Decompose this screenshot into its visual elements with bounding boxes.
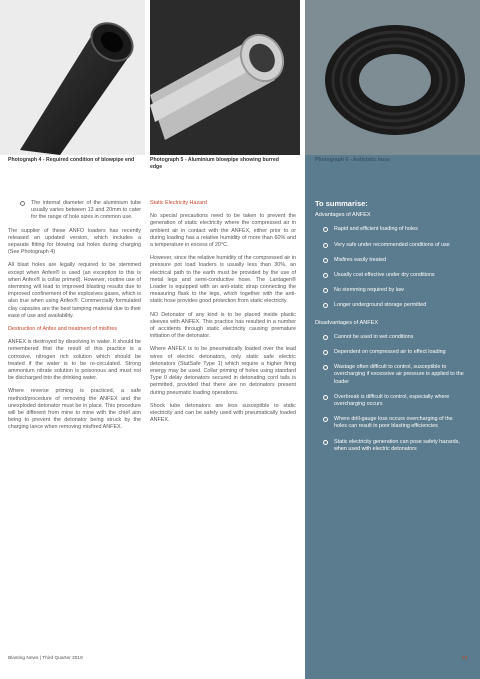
paragraph: The supplier of these ANFO loaders has recently released an updated version, which includes a separate fitting for blowing out holes during charging (See Photograph 4) xyxy=(8,227,141,256)
list-item xyxy=(323,302,465,309)
list-item xyxy=(20,200,141,222)
bullet-circle-icon xyxy=(20,201,25,206)
column-2 xyxy=(150,200,296,430)
list-item xyxy=(323,349,465,356)
bullet-circle-icon xyxy=(323,365,328,370)
disadvantages-title: Disadvantages of ANFEX xyxy=(315,319,379,326)
section-heading: Destruction of Anfex and treatment of misfires xyxy=(8,326,118,333)
list-item xyxy=(323,287,465,294)
paragraph: All blast holes are legally required to be stemmed except when Anfex® is used (an exception to this is when Anfex® is collar primed). However, routine use of stemming will lead to improved blasting results due to improved confinement of the explosives gases, which is also true when using Anfex®. Commercially formulated clay capsules are the best tamping material due to their ease of use and availability. xyxy=(8,262,141,319)
bullet-circle-icon xyxy=(323,273,328,278)
bullet-text: The internal diameter of the aluminium tube usually varies between 13 and 20mm to cater for the range of hole sizes in common use. xyxy=(31,200,141,221)
bullet-text: Wastage often difficult to control, susceptible to overcharging if excessive air pressure is applied to the loader xyxy=(334,364,464,385)
bullet-circle-icon xyxy=(323,417,328,422)
bullet-circle-icon xyxy=(323,303,328,308)
bullet-text: Static electricity generation can pose safety hazards, when used with electric detonators xyxy=(334,438,460,452)
bullet-circle-icon xyxy=(323,335,328,340)
list-item xyxy=(323,416,465,430)
paragraph: Shock tube detonators are less susceptible to static electricity and can be safely used with pneumatically loaded ANFEX. xyxy=(150,402,296,424)
bullet-text: Dependent on compressed air to effect loading xyxy=(334,349,446,356)
section-heading: Static Electricity Hazard xyxy=(150,200,207,206)
caption-photo-4: Photograph 4 - Required condition of blowpipe end xyxy=(8,157,135,163)
caption-photo-5: Photograph 5 - Aluminium blowpipe showing burred edge xyxy=(150,157,279,170)
bullet-text: Cannot be used in wet conditions xyxy=(334,333,414,340)
bullet-circle-icon xyxy=(323,227,328,232)
paragraph: Where reverse priming is practiced, a safe method/procedure of removing the ANFEX and the unexploded detonator must be in place. This procedure will be different from mine to mine with the chief aim being to prevent the detonator being struck by the charging lance when removing misfired ANFEX. xyxy=(8,388,141,431)
list-item xyxy=(323,272,465,279)
bullet-text: Where drill-gauge loss occurs overcharging of the holes can result in poor blasting efficiencies xyxy=(334,416,453,430)
list-item xyxy=(323,439,465,453)
bullet-circle-icon xyxy=(323,395,328,400)
photo-blowpipe-end xyxy=(0,0,145,155)
page-number: 13 xyxy=(462,656,468,661)
advantages-list xyxy=(315,226,465,309)
summary-title: To summarise: xyxy=(315,199,368,208)
caption-photo-6: Photograph 6 - Antistatic hose xyxy=(315,157,391,163)
list-item xyxy=(323,257,465,264)
bullet-text: Very safe under recommended conditions of use xyxy=(334,241,450,248)
paragraph: No special precautions need to be taken to prevent the generation of static electricity where the compressed air in ambient air in contact with the ANFEX, either prior to or during loading has a relative humidity of more than 60% and a temperature in excess of 20°C. xyxy=(150,213,296,249)
list-item xyxy=(323,334,465,341)
disadvantages-list xyxy=(315,334,465,453)
bullet-text: Usually cost effective under dry conditions xyxy=(334,272,435,279)
bullet-text: No stemming required by law xyxy=(334,287,404,294)
list-item xyxy=(323,394,465,408)
bullet-text: Rapid and efficient loading of holes xyxy=(334,226,418,233)
photo-antistatic-hose xyxy=(305,0,480,155)
list-item xyxy=(323,364,465,386)
paragraph: NO Detonator of any kind is to be placed inside plastic sleeves with ANFEX. This practice has resulted in a number of accidents through static electricity causing premature initiation of the detonator. xyxy=(150,311,296,340)
page-footer: Blasting News | Third Quarter 2018 xyxy=(8,656,83,661)
bullet-circle-icon xyxy=(323,288,328,293)
bullet-circle-icon xyxy=(323,440,328,445)
paragraph: Where ANFEX is to be pneumatically loaded over the lead wires of electric detonators, only static safe electric detonators (StatSafe Type 1) which require a higher firing energy may be used. Collar priming of holes using standard Type 0 delay detonators secured in detonating cord tails is permitted, provided that there are no detonators present during pneumatic loading operations. xyxy=(150,346,296,396)
column-1 xyxy=(8,200,141,438)
advantages-title: Advantages of ANFEX xyxy=(315,212,371,219)
paragraph: However, since the relative humidity of the compressed air in pressure pot load loaders is usually less than 30%, an electrical path to the earth must be provided by the use of metal legs and semi-conductive hose. The Lantagen® Loader is equipped with an anti-static strap connecting the measuring flask to the legs, which together with the anti-static hose provides good protection from static electricity. xyxy=(150,255,296,305)
bullet-text: Overbreak is difficult to control, especially where overcharging occurs xyxy=(334,393,450,408)
photo-aluminium-blowpipe xyxy=(150,0,300,155)
summary-box xyxy=(315,200,465,461)
bullet-text: Longer underground storage permitted xyxy=(334,302,427,309)
bullet-circle-icon xyxy=(323,350,328,355)
bullet-circle-icon xyxy=(323,243,328,248)
list-item xyxy=(323,242,465,249)
list-item xyxy=(323,226,465,233)
paragraph: ANFEX is destroyed by dissolving in water. It should be remembered that the result of this practice is a corrosive, nitrogen rich solution which should be treated if the water is to be re-circulated. Strong ammonium nitrate solution is poisonous and must not be discharged into the drinking water. xyxy=(8,339,141,382)
bullet-text: Misfires easily treated xyxy=(334,256,387,263)
bullet-circle-icon xyxy=(323,258,328,263)
